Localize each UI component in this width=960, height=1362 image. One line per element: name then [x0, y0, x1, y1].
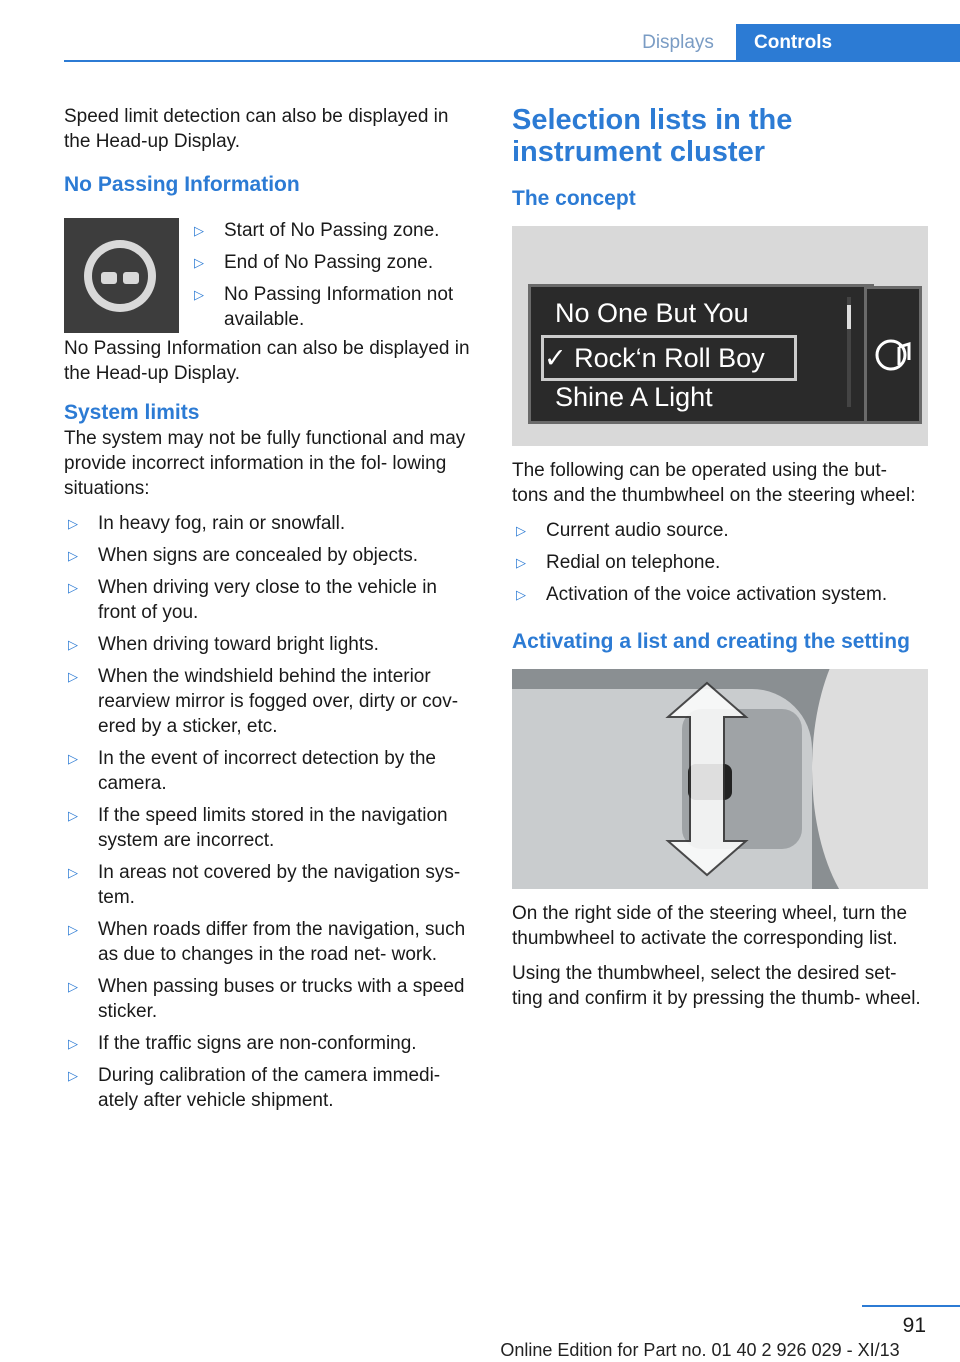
instrument-cluster-list-image: [512, 226, 928, 446]
list-item: ▷ When driving very close to the vehicle in front of you.: [68, 577, 437, 623]
list-item: ▷ Current audio source.: [516, 520, 729, 541]
list-item: ▷ If the speed limits stored in the navigation system are incorrect.: [68, 805, 448, 851]
list-item: ▷ End of No Passing zone.: [194, 252, 434, 273]
list-item: ▷ If the traffic signs are non-conforming.: [68, 1033, 417, 1054]
system-limits-list: [64, 511, 476, 1113]
header-chapter-tab[interactable]: Controls: [736, 24, 960, 62]
no-passing-heading: No Passing Information: [64, 173, 300, 196]
activate-heading: Activating a list and creating the setting: [512, 630, 910, 653]
list-item: ▷ In heavy fog, rain or snowfall.: [68, 513, 346, 534]
header-section-tab[interactable]: Displays: [642, 32, 714, 53]
list-item: ▷ In the event of incorrect detection by the camera.: [68, 748, 436, 794]
list-item: ▷ During calibration of the camera immedi‐ ately after vehicle shipment.: [68, 1065, 441, 1111]
list-item: ▷ When signs are concealed by objects.: [68, 545, 419, 566]
activate-paragraph-2: Using the thumbwheel, select the desired set‐ ting and confirm it by pressing the thumb‐ wheel.: [512, 963, 921, 1009]
no-passing-sign-icon: [64, 218, 179, 333]
list-item: ▷ Activation of the voice activation system.: [516, 584, 888, 605]
header-rule: [64, 60, 960, 62]
list-row: No One But You: [555, 298, 749, 328]
list-panel: [528, 284, 874, 424]
list-item: ▷ In areas not covered by the navigation sys‐ tem.: [68, 862, 461, 908]
list-item: ▷ When passing buses or trucks with a speed sticker.: [68, 976, 465, 1022]
list-row-selected: ✓ Rock‘n Roll Boy: [541, 335, 797, 381]
page-number: 91: [902, 1314, 926, 1337]
selection-lists-heading: Selection lists in the instrument cluster: [512, 104, 793, 168]
list-item: ▷ No Passing Information not available.: [194, 284, 454, 330]
footer-rule: [862, 1305, 960, 1307]
list-item: ▷ When the windshield behind the interior rearview mirror is fogged over, dirty or cov‐ ered by a sticker, etc.: [68, 666, 459, 737]
edition-footer: Online Edition for Part no. 01 40 2 926 029 - XI/13: [500, 1340, 900, 1360]
scrollbar: [847, 297, 851, 407]
intro-paragraph: Speed limit detection can also be displayed in the Head-up Display.: [64, 106, 449, 152]
list-item: ▷ Start of No Passing zone.: [194, 220, 440, 241]
concept-heading: The concept: [512, 187, 636, 210]
steering-wheel-thumbwheel-image: [512, 669, 928, 889]
activate-paragraph-1: On the right side of the steering wheel, turn the thumbwheel to activate the corresponding list.: [512, 903, 908, 949]
concept-paragraph: The following can be operated using the but‐ tons and the thumbwheel on the steering wheel:: [512, 460, 916, 506]
audio-source-icon: [864, 286, 922, 424]
right-column: [512, 104, 928, 1021]
left-column: [64, 104, 476, 1120]
no-passing-block: [64, 206, 476, 330]
system-limits-intro: The system may not be fully functional and may provide incorrect information in the fol‐ lowing situations:: [64, 428, 466, 499]
list-item: ▷ When driving toward bright lights.: [68, 634, 379, 655]
list-item: ▷ Redial on telephone.: [516, 552, 721, 573]
no-passing-list: [190, 218, 480, 339]
concept-list: [512, 518, 928, 607]
list-item: ▷ When roads differ from the navigation, such as due to changes in the road net‐ work.: [68, 919, 466, 965]
up-down-arrow-icon: [662, 679, 752, 879]
system-limits-heading: System limits: [64, 401, 200, 424]
no-passing-hud-paragraph: No Passing Information can also be displayed in the Head-up Display.: [64, 338, 470, 384]
list-row: Shine A Light: [555, 382, 713, 412]
